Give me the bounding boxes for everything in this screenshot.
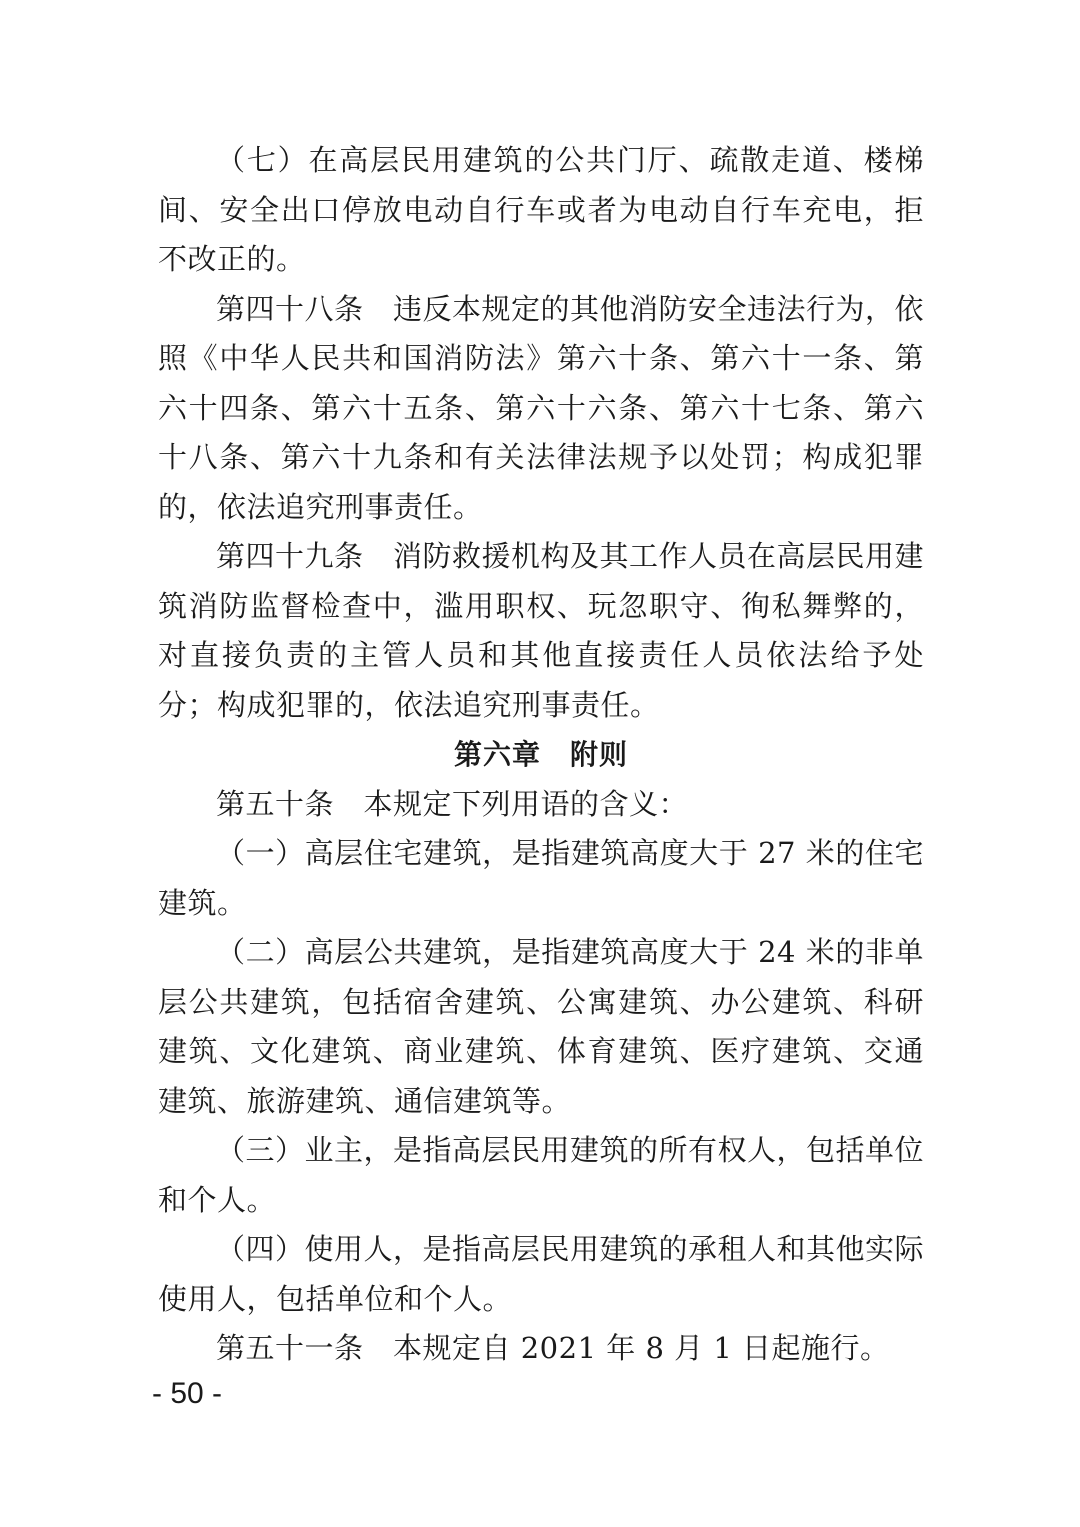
- definition-2: （二）高层公共建筑，是指建筑高度大于 24 米的非单层公共建筑，包括宿舍建筑、公寓建筑、办公建筑、科研建筑、文化建筑、商业建筑、体育建筑、医疗建筑、交通建筑、旅游建筑、通信建筑等。: [158, 935, 924, 1118]
- article-51: 第五十一条 本规定自 2021 年 8 月 1 日起施行。: [216, 1331, 890, 1365]
- paragraph-item-7: （七）在高层民用建筑的公共门厅、疏散走道、楼梯间、安全出口停放电动自行车或者为电动自行车充电，拒不改正的。: [158, 143, 924, 276]
- article-50: 第五十条 本规定下列用语的含义：: [216, 786, 689, 821]
- article-48: 第四十八条 违反本规定的其他消防安全违法行为，依照《中华人民共和国消防法》第六十条、第六十一条、第六十四条、第六十五条、第六十六条、第六十七条、第六十八条、第六十九条和有关法律法规予以处罚；构成犯罪的，依法追究刑事责任。: [158, 291, 925, 524]
- page-number: - 50 -: [152, 1377, 223, 1410]
- article-49: 第四十九条 消防救援机构及其工作人员在高层民用建筑消防监督检查中，滥用职权、玩忽职守、徇私舞弊的，对直接负责的主管人员和其他直接责任人员依法给予处分；构成犯罪的，依法追究刑事责任。: [158, 539, 925, 722]
- definition-1: （一）高层住宅建筑，是指建筑高度大于 27 米的住宅建筑。: [158, 836, 924, 920]
- document-body: [158, 136, 924, 1374]
- chapter-heading: 第六章 附则: [453, 738, 628, 771]
- definition-4: （四）使用人，是指高层民用建筑的承租人和其他实际使用人，包括单位和个人。: [158, 1232, 925, 1316]
- definition-3: （三）业主，是指高层民用建筑的所有权人，包括单位和个人。: [158, 1133, 925, 1217]
